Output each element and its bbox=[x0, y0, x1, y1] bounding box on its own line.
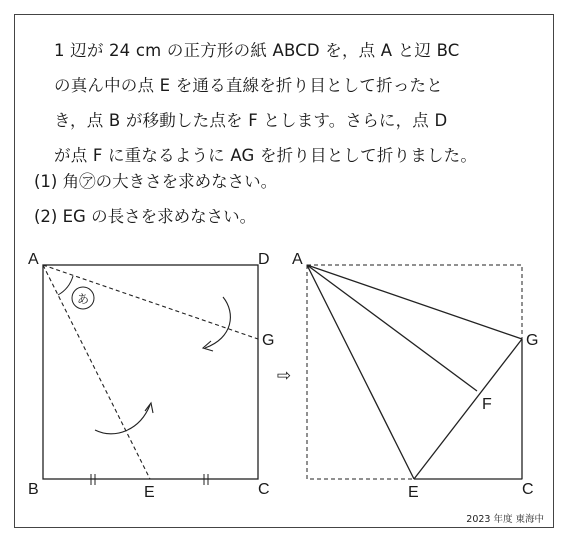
label-g: G bbox=[262, 332, 275, 349]
folded-region bbox=[307, 265, 522, 479]
problem-line-2: の真ん中の点 E を通る直線を折り目として折ったと bbox=[54, 76, 443, 95]
question-1: (1) 角㋐の大きさを求めなさい。 bbox=[34, 172, 278, 191]
label-b: B bbox=[28, 481, 39, 498]
label-f-right: F bbox=[482, 396, 492, 413]
problem-line-1: 1 辺が 24 cm の正方形の紙 ABCD を，点 A と辺 BC bbox=[54, 41, 460, 60]
problem-line-4: が点 F に重なるように AG を折り目として折りました。 bbox=[54, 146, 478, 165]
question-2: (2) EG の長さを求めなさい。 bbox=[34, 207, 257, 226]
label-a-right: A bbox=[292, 251, 303, 268]
segment-af bbox=[307, 265, 477, 391]
source-footer: 2023 年度 東海中 bbox=[466, 514, 544, 525]
right-original-square bbox=[307, 265, 522, 479]
segment-eg bbox=[414, 339, 522, 479]
label-c: C bbox=[258, 481, 270, 498]
fold-line-ae bbox=[43, 265, 150, 479]
fold-arrow-lower bbox=[95, 405, 150, 434]
right-figure bbox=[292, 251, 538, 501]
label-e: E bbox=[144, 484, 155, 501]
left-figure bbox=[28, 251, 274, 501]
transition-arrow-icon: ⇨ bbox=[276, 366, 292, 386]
label-d: D bbox=[258, 251, 270, 268]
segment-ae bbox=[307, 265, 414, 479]
angle-mark-label: あ bbox=[76, 292, 90, 306]
segment-ag bbox=[307, 265, 522, 339]
label-c-right: C bbox=[522, 481, 534, 498]
label-a: A bbox=[28, 251, 39, 268]
label-g-right: G bbox=[526, 332, 539, 349]
label-e-right: E bbox=[408, 484, 419, 501]
problem-line-3: き，点 B が移動した点を F とします。さらに，点 D bbox=[54, 111, 448, 130]
angle-arc bbox=[58, 276, 73, 295]
fold-arrow-upper-head bbox=[203, 341, 213, 351]
